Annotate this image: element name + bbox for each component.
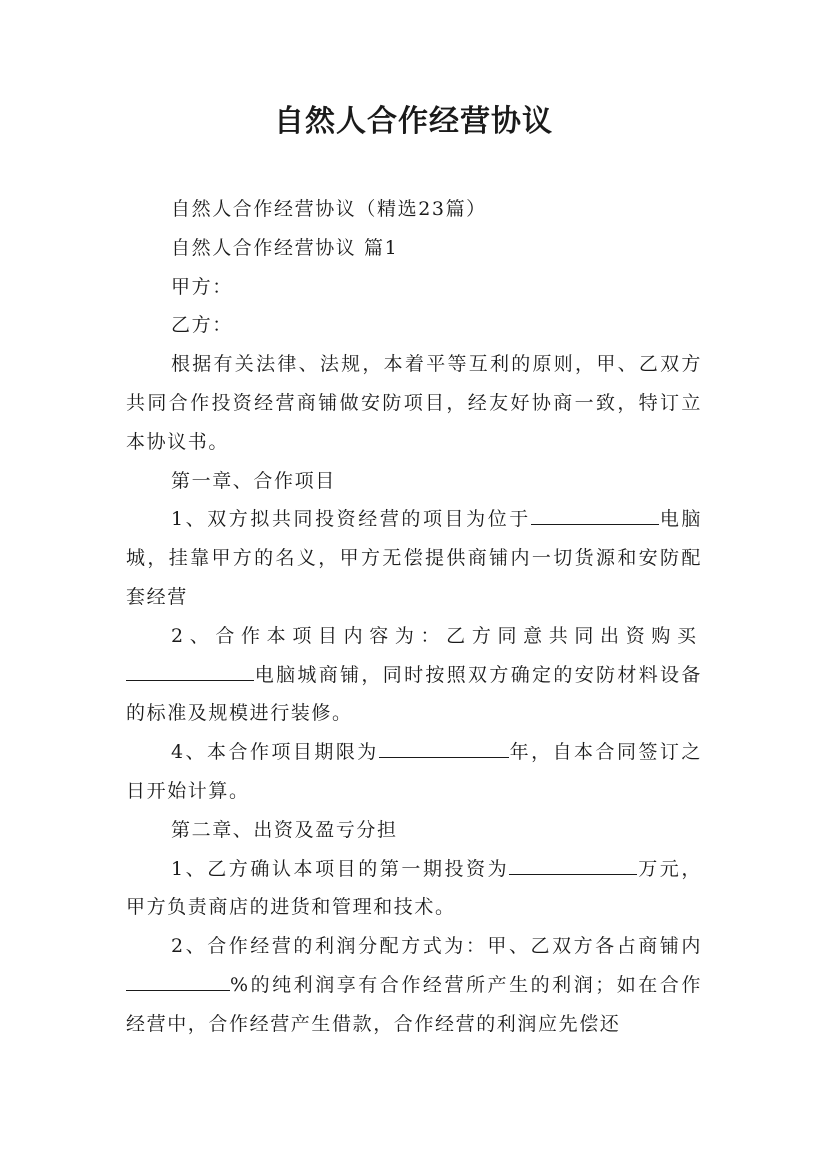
clause-text: 4、本合作项目期限为 [171, 741, 379, 764]
fill-in-blank[interactable] [126, 660, 254, 681]
party-a-paragraph: 甲方： [171, 275, 233, 298]
subtitle-paragraph: 自然人合作经营协议（精选23篇） [171, 198, 487, 220]
clause-2-1-paragraph [126, 850, 702, 928]
clause-text: 年，自本合同签订之日开始计算。 [126, 741, 702, 802]
clause-text: %的纯利润享有合作经营所产生的利润；如在合作经营中，合作经营产生借款，合作经营的利润应先偿还 [126, 973, 702, 1035]
clause-text: 2、合作经营的利润分配方式为：甲、乙双方各占商铺内 [171, 935, 702, 958]
clause-1-4-paragraph [126, 733, 702, 811]
clause-2-2-paragraph [126, 927, 702, 1043]
party-b-paragraph: 乙方： [171, 314, 233, 337]
fill-in-blank[interactable] [379, 737, 509, 758]
article-heading-paragraph: 自然人合作经营协议 篇1 [171, 236, 399, 259]
clause-1-1-paragraph [126, 500, 702, 616]
document-body [126, 190, 702, 1044]
clause-text: 1、双方拟共同投资经营的项目为位于 [171, 508, 531, 531]
clause-text: 1、乙方确认本项目的第一期投资为 [171, 857, 510, 880]
clause-text: 2、合作本项目内容为：乙方同意共同出资购买 [171, 624, 702, 647]
chapter-1-heading: 第一章、合作项目 [171, 469, 336, 492]
clause-text: 电脑城商铺，同时按照双方确定的安防材料设备的标准及规模进行装修。 [126, 663, 702, 725]
chapter-2-heading: 第二章、出资及盈亏分担 [171, 818, 398, 841]
fill-in-blank[interactable] [126, 970, 230, 991]
document-title: 自然人合作经营协议 [274, 104, 553, 139]
clause-text: 电脑城，挂靠甲方的名义，甲方无偿提供商铺内一切货源和安防配套经营 [126, 508, 702, 608]
clause-text: 万元，甲方负责商店的进货和管理和技术。 [126, 857, 702, 919]
preamble-paragraph: 根据有关法律、法规，本着平等互利的原则，甲、乙双方共同合作投资经营商铺做安防项目，经友好协商一致，特订立本协议书。 [126, 353, 702, 453]
fill-in-blank[interactable] [531, 504, 659, 525]
clause-1-2-paragraph [126, 617, 702, 733]
fill-in-blank[interactable] [509, 854, 637, 875]
